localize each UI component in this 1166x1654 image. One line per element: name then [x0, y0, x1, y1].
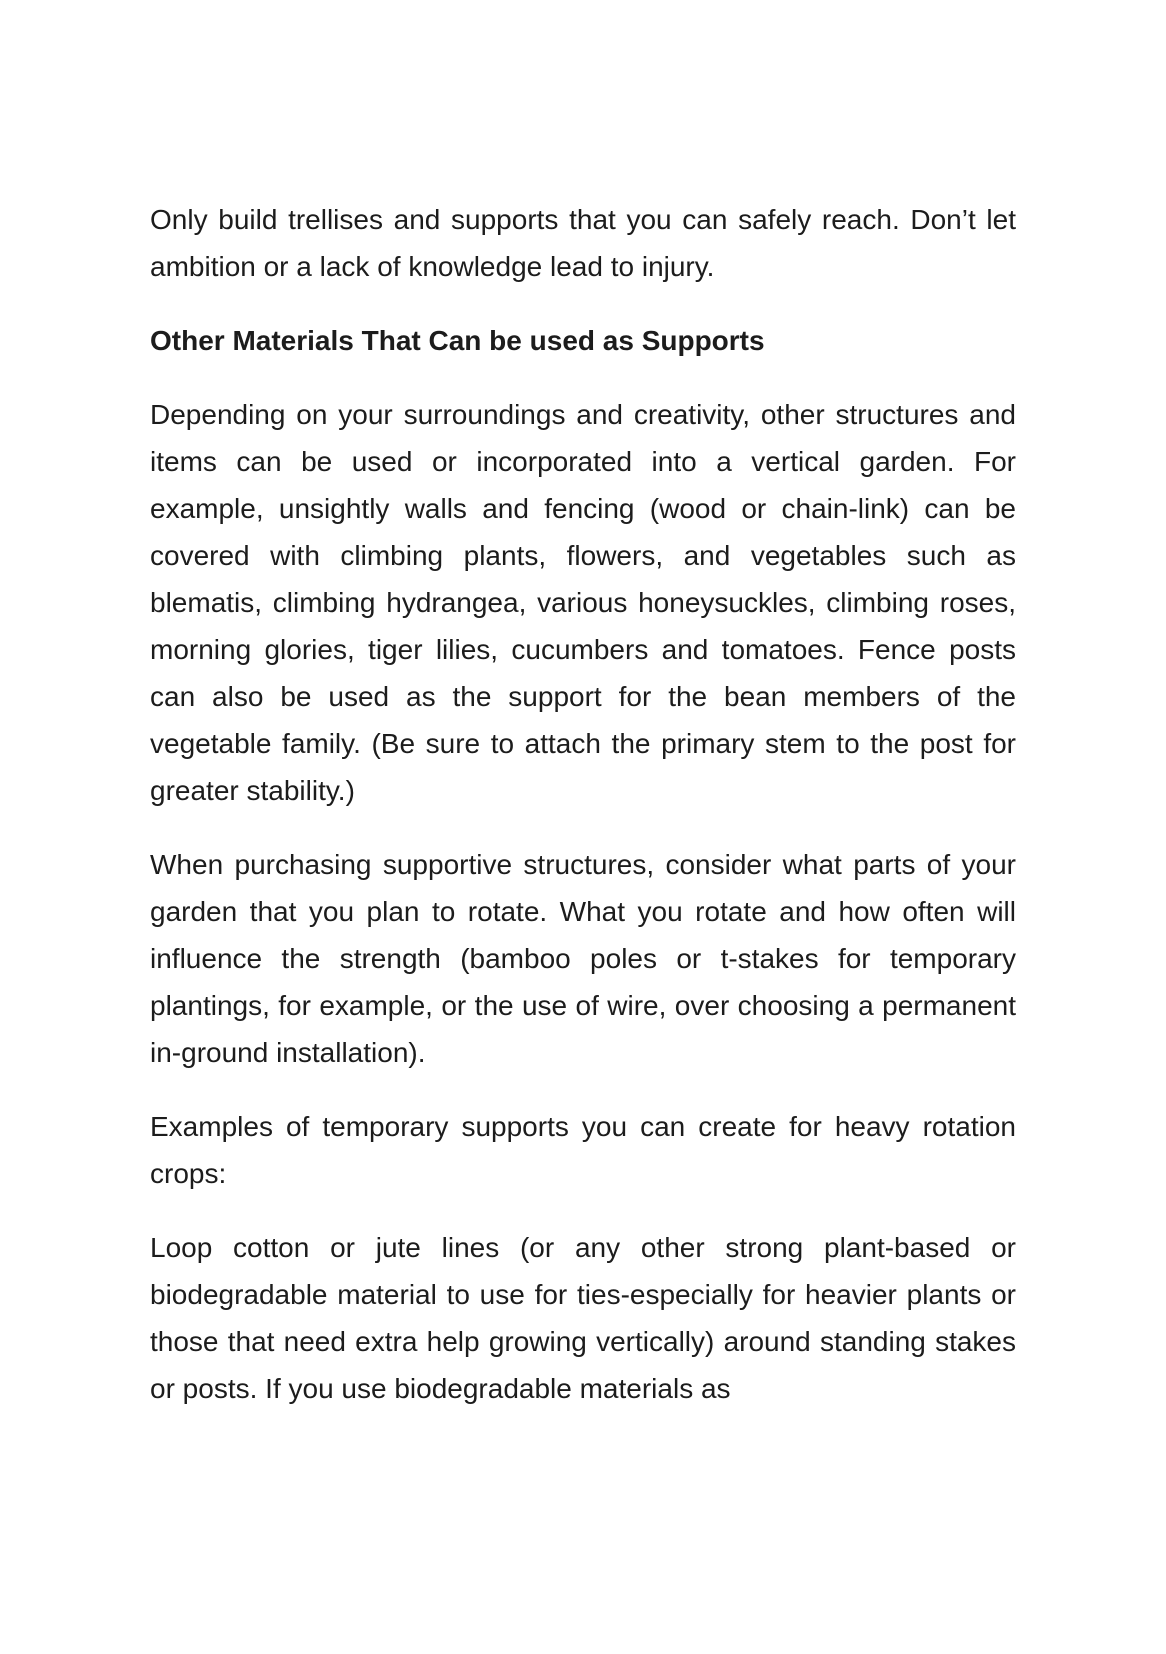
body-paragraph-4: Loop cotton or jute lines (or any other strong plant-based or biodegradable material to use for ties-especially for heavier plants or those that need extra help growing vertically) around standing stakes or posts. If you use biodegradable materials as: [150, 1232, 1016, 1404]
body-paragraph-3: Examples of temporary supports you can create for heavy rotation crops:: [150, 1111, 1016, 1189]
body-paragraph-1: Depending on your surroundings and creativity, other structures and items can be used or incorporated into a vertical garden. For example, unsightly walls and fencing (wood or chain-link) can be covered with climbing plants, flowers, and vegetables such as blematis, climbing hydrangea, various honeysuckles, climbing roses, morning glories, tiger lilies, cucumbers and tomatoes. Fence posts can also be used as the support for the bean members of the vegetable family. (Be sure to attach the primary stem to the post for greater stability.): [150, 399, 1016, 806]
intro-paragraph: Only build trellises and supports that you can safely reach. Don’t let ambition or a lack of knowledge lead to injury.: [150, 204, 1016, 282]
section-heading: Other Materials That Can be used as Supports: [150, 325, 765, 356]
document-page: [150, 196, 1016, 1439]
body-paragraph-2: When purchasing supportive structures, consider what parts of your garden that you plan to rotate. What you rotate and how often will influence the strength (bamboo poles or t-stakes for temporary plantings, for example, or the use of wire, over choosing a permanent in-ground installation).: [150, 849, 1016, 1068]
